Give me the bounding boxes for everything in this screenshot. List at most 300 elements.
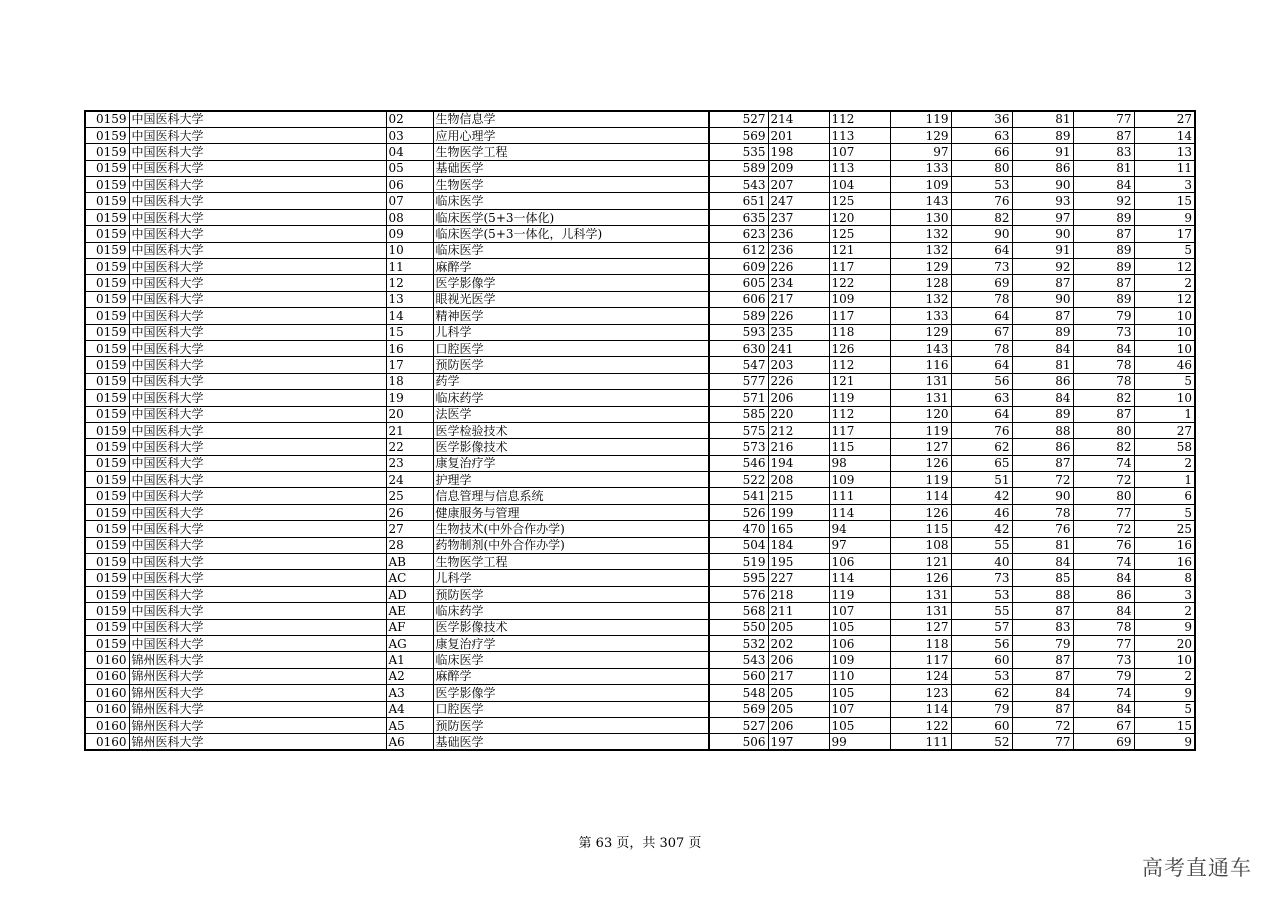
score-e-cell: 63: [951, 127, 1012, 143]
score-e-cell: 63: [951, 390, 1012, 406]
school-code-cell: 0160: [85, 734, 129, 750]
score-f-cell: 97: [1012, 209, 1073, 225]
score-b-cell: 208: [768, 472, 829, 488]
score-b-cell: 217: [768, 291, 829, 307]
score-b-cell: 209: [768, 160, 829, 176]
score-e-cell: 62: [951, 439, 1012, 455]
score-b-cell: 199: [768, 504, 829, 520]
score-d-cell: 108: [890, 537, 951, 553]
score-h-cell: 2: [1134, 668, 1195, 684]
major-name-cell: 生物医学工程: [433, 554, 709, 570]
score-a-cell: 589: [709, 160, 768, 176]
score-g-cell: 84: [1073, 570, 1134, 586]
table-row: [85, 373, 1195, 389]
school-name-cell: 中国医科大学: [129, 242, 386, 258]
major-name-cell: 儿科学: [433, 324, 709, 340]
score-h-cell: 5: [1134, 242, 1195, 258]
school-name-cell: 中国医科大学: [129, 422, 386, 438]
score-f-cell: 84: [1012, 340, 1073, 356]
score-g-cell: 67: [1073, 717, 1134, 733]
major-name-cell: 康复治疗学: [433, 455, 709, 471]
score-f-cell: 91: [1012, 242, 1073, 258]
score-f-cell: 87: [1012, 652, 1073, 668]
score-f-cell: 83: [1012, 619, 1073, 635]
score-h-cell: 12: [1134, 291, 1195, 307]
major-name-cell: 生物技术(中外合作办学): [433, 521, 709, 537]
score-g-cell: 80: [1073, 488, 1134, 504]
score-d-cell: 131: [890, 390, 951, 406]
major-code-cell: 24: [386, 472, 433, 488]
major-code-cell: A3: [386, 685, 433, 701]
major-name-cell: 护理学: [433, 472, 709, 488]
score-c-cell: 114: [829, 570, 890, 586]
school-code-cell: 0159: [85, 242, 129, 258]
score-c-cell: 126: [829, 340, 890, 356]
table-row: [85, 537, 1195, 553]
score-h-cell: 3: [1134, 586, 1195, 602]
table-row: [85, 422, 1195, 438]
score-e-cell: 76: [951, 193, 1012, 209]
major-name-cell: 应用心理学: [433, 127, 709, 143]
major-name-cell: 临床医学(5+3一体化，儿科学): [433, 226, 709, 242]
school-name-cell: 中国医科大学: [129, 390, 386, 406]
table-row: [85, 570, 1195, 586]
score-c-cell: 107: [829, 144, 890, 160]
score-d-cell: 120: [890, 406, 951, 422]
school-name-cell: 中国医科大学: [129, 504, 386, 520]
score-a-cell: 585: [709, 406, 768, 422]
major-code-cell: 22: [386, 439, 433, 455]
school-name-cell: 锦州医科大学: [129, 717, 386, 733]
score-f-cell: 84: [1012, 685, 1073, 701]
score-d-cell: 117: [890, 652, 951, 668]
major-name-cell: 法医学: [433, 406, 709, 422]
major-name-cell: 预防医学: [433, 717, 709, 733]
score-b-cell: 235: [768, 324, 829, 340]
score-d-cell: 119: [890, 472, 951, 488]
score-h-cell: 10: [1134, 324, 1195, 340]
major-code-cell: 23: [386, 455, 433, 471]
score-b-cell: 220: [768, 406, 829, 422]
score-h-cell: 1: [1134, 472, 1195, 488]
school-name-cell: 中国医科大学: [129, 373, 386, 389]
score-e-cell: 55: [951, 537, 1012, 553]
score-b-cell: 227: [768, 570, 829, 586]
major-code-cell: 25: [386, 488, 433, 504]
score-g-cell: 84: [1073, 340, 1134, 356]
score-a-cell: 651: [709, 193, 768, 209]
score-g-cell: 79: [1073, 668, 1134, 684]
score-d-cell: 115: [890, 521, 951, 537]
school-code-cell: 0159: [85, 291, 129, 307]
score-b-cell: 206: [768, 390, 829, 406]
score-a-cell: 593: [709, 324, 768, 340]
major-name-cell: 生物医学: [433, 177, 709, 193]
school-name-cell: 锦州医科大学: [129, 734, 386, 750]
score-a-cell: 543: [709, 652, 768, 668]
major-name-cell: 精神医学: [433, 308, 709, 324]
score-f-cell: 77: [1012, 734, 1073, 750]
major-name-cell: 麻醉学: [433, 668, 709, 684]
score-d-cell: 131: [890, 373, 951, 389]
score-e-cell: 82: [951, 209, 1012, 225]
major-code-cell: AG: [386, 636, 433, 652]
score-e-cell: 56: [951, 636, 1012, 652]
score-e-cell: 76: [951, 422, 1012, 438]
score-b-cell: 226: [768, 259, 829, 275]
table-row: [85, 390, 1195, 406]
score-g-cell: 78: [1073, 619, 1134, 635]
school-name-cell: 中国医科大学: [129, 357, 386, 373]
school-code-cell: 0159: [85, 603, 129, 619]
score-e-cell: 40: [951, 554, 1012, 570]
major-code-cell: AC: [386, 570, 433, 586]
score-f-cell: 72: [1012, 717, 1073, 733]
score-c-cell: 105: [829, 685, 890, 701]
score-b-cell: 202: [768, 636, 829, 652]
school-code-cell: 0159: [85, 177, 129, 193]
score-g-cell: 73: [1073, 324, 1134, 340]
score-a-cell: 612: [709, 242, 768, 258]
major-code-cell: 28: [386, 537, 433, 553]
school-name-cell: 中国医科大学: [129, 488, 386, 504]
score-g-cell: 84: [1073, 701, 1134, 717]
score-c-cell: 117: [829, 259, 890, 275]
score-f-cell: 89: [1012, 324, 1073, 340]
major-name-cell: 基础医学: [433, 734, 709, 750]
school-name-cell: 中国医科大学: [129, 291, 386, 307]
school-name-cell: 中国医科大学: [129, 340, 386, 356]
score-c-cell: 99: [829, 734, 890, 750]
major-code-cell: 27: [386, 521, 433, 537]
table-row: [85, 668, 1195, 684]
score-a-cell: 571: [709, 390, 768, 406]
score-f-cell: 90: [1012, 177, 1073, 193]
score-c-cell: 104: [829, 177, 890, 193]
score-h-cell: 5: [1134, 373, 1195, 389]
school-code-cell: 0160: [85, 652, 129, 668]
score-g-cell: 84: [1073, 177, 1134, 193]
major-code-cell: 20: [386, 406, 433, 422]
score-d-cell: 127: [890, 619, 951, 635]
score-c-cell: 125: [829, 193, 890, 209]
score-e-cell: 36: [951, 111, 1012, 127]
table-body: [85, 111, 1195, 750]
table-row: [85, 554, 1195, 570]
score-h-cell: 20: [1134, 636, 1195, 652]
score-f-cell: 86: [1012, 160, 1073, 176]
major-code-cell: 05: [386, 160, 433, 176]
score-d-cell: 131: [890, 586, 951, 602]
major-name-cell: 临床医学(5+3一体化): [433, 209, 709, 225]
score-h-cell: 16: [1134, 537, 1195, 553]
score-g-cell: 89: [1073, 291, 1134, 307]
table-row: [85, 357, 1195, 373]
score-a-cell: 589: [709, 308, 768, 324]
score-h-cell: 17: [1134, 226, 1195, 242]
score-h-cell: 27: [1134, 422, 1195, 438]
school-code-cell: 0159: [85, 373, 129, 389]
school-code-cell: 0159: [85, 226, 129, 242]
major-code-cell: 02: [386, 111, 433, 127]
score-c-cell: 119: [829, 390, 890, 406]
score-f-cell: 87: [1012, 308, 1073, 324]
score-e-cell: 60: [951, 652, 1012, 668]
score-d-cell: 114: [890, 488, 951, 504]
score-a-cell: 522: [709, 472, 768, 488]
score-b-cell: 198: [768, 144, 829, 160]
score-c-cell: 121: [829, 373, 890, 389]
score-d-cell: 128: [890, 275, 951, 291]
score-a-cell: 506: [709, 734, 768, 750]
school-code-cell: 0159: [85, 488, 129, 504]
school-code-cell: 0159: [85, 521, 129, 537]
score-b-cell: 205: [768, 685, 829, 701]
score-e-cell: 64: [951, 406, 1012, 422]
table-row: [85, 619, 1195, 635]
school-name-cell: 中国医科大学: [129, 193, 386, 209]
major-name-cell: 医学检验技术: [433, 422, 709, 438]
major-name-cell: 临床药学: [433, 390, 709, 406]
major-code-cell: 07: [386, 193, 433, 209]
school-code-cell: 0159: [85, 275, 129, 291]
score-g-cell: 79: [1073, 308, 1134, 324]
table-row: [85, 127, 1195, 143]
score-a-cell: 573: [709, 439, 768, 455]
major-name-cell: 儿科学: [433, 570, 709, 586]
score-c-cell: 105: [829, 619, 890, 635]
school-code-cell: 0159: [85, 324, 129, 340]
score-b-cell: 212: [768, 422, 829, 438]
score-d-cell: 97: [890, 144, 951, 160]
table-row: [85, 685, 1195, 701]
score-h-cell: 10: [1134, 652, 1195, 668]
score-g-cell: 84: [1073, 603, 1134, 619]
score-f-cell: 81: [1012, 111, 1073, 127]
school-code-cell: 0159: [85, 144, 129, 160]
score-f-cell: 88: [1012, 586, 1073, 602]
score-d-cell: 130: [890, 209, 951, 225]
score-g-cell: 82: [1073, 390, 1134, 406]
score-e-cell: 53: [951, 177, 1012, 193]
table-row: [85, 603, 1195, 619]
score-h-cell: 13: [1134, 144, 1195, 160]
score-a-cell: 470: [709, 521, 768, 537]
score-c-cell: 112: [829, 406, 890, 422]
score-c-cell: 109: [829, 291, 890, 307]
score-g-cell: 73: [1073, 652, 1134, 668]
school-code-cell: 0159: [85, 537, 129, 553]
score-f-cell: 84: [1012, 554, 1073, 570]
score-c-cell: 97: [829, 537, 890, 553]
score-h-cell: 14: [1134, 127, 1195, 143]
table-row: [85, 734, 1195, 750]
score-f-cell: 86: [1012, 439, 1073, 455]
score-f-cell: 81: [1012, 537, 1073, 553]
score-d-cell: 111: [890, 734, 951, 750]
score-g-cell: 77: [1073, 504, 1134, 520]
score-c-cell: 107: [829, 603, 890, 619]
score-d-cell: 132: [890, 242, 951, 258]
school-name-cell: 中国医科大学: [129, 472, 386, 488]
school-code-cell: 0160: [85, 701, 129, 717]
score-e-cell: 62: [951, 685, 1012, 701]
score-c-cell: 112: [829, 357, 890, 373]
score-c-cell: 112: [829, 111, 890, 127]
score-h-cell: 2: [1134, 603, 1195, 619]
score-f-cell: 78: [1012, 504, 1073, 520]
score-b-cell: 184: [768, 537, 829, 553]
score-c-cell: 113: [829, 127, 890, 143]
score-a-cell: 576: [709, 586, 768, 602]
score-d-cell: 116: [890, 357, 951, 373]
score-b-cell: 197: [768, 734, 829, 750]
score-h-cell: 15: [1134, 193, 1195, 209]
school-name-cell: 中国医科大学: [129, 586, 386, 602]
score-e-cell: 64: [951, 357, 1012, 373]
score-f-cell: 93: [1012, 193, 1073, 209]
score-a-cell: 532: [709, 636, 768, 652]
score-c-cell: 113: [829, 160, 890, 176]
major-code-cell: 04: [386, 144, 433, 160]
score-e-cell: 73: [951, 259, 1012, 275]
score-f-cell: 90: [1012, 291, 1073, 307]
school-name-cell: 中国医科大学: [129, 455, 386, 471]
school-name-cell: 锦州医科大学: [129, 652, 386, 668]
score-b-cell: 218: [768, 586, 829, 602]
score-c-cell: 94: [829, 521, 890, 537]
score-h-cell: 1: [1134, 406, 1195, 422]
school-code-cell: 0159: [85, 455, 129, 471]
score-f-cell: 87: [1012, 701, 1073, 717]
score-e-cell: 64: [951, 242, 1012, 258]
score-f-cell: 88: [1012, 422, 1073, 438]
score-d-cell: 143: [890, 340, 951, 356]
score-g-cell: 78: [1073, 357, 1134, 373]
score-c-cell: 118: [829, 324, 890, 340]
score-b-cell: 201: [768, 127, 829, 143]
score-g-cell: 77: [1073, 111, 1134, 127]
score-a-cell: 560: [709, 668, 768, 684]
score-b-cell: 195: [768, 554, 829, 570]
score-g-cell: 74: [1073, 455, 1134, 471]
school-code-cell: 0160: [85, 717, 129, 733]
score-c-cell: 115: [829, 439, 890, 455]
score-c-cell: 98: [829, 455, 890, 471]
school-code-cell: 0159: [85, 340, 129, 356]
score-e-cell: 56: [951, 373, 1012, 389]
major-code-cell: 12: [386, 275, 433, 291]
score-e-cell: 67: [951, 324, 1012, 340]
major-name-cell: 生物医学工程: [433, 144, 709, 160]
score-h-cell: 6: [1134, 488, 1195, 504]
score-e-cell: 55: [951, 603, 1012, 619]
table-row: [85, 406, 1195, 422]
score-c-cell: 106: [829, 636, 890, 652]
score-d-cell: 119: [890, 111, 951, 127]
score-g-cell: 77: [1073, 636, 1134, 652]
score-c-cell: 114: [829, 504, 890, 520]
score-e-cell: 60: [951, 717, 1012, 733]
table-row: [85, 209, 1195, 225]
score-g-cell: 83: [1073, 144, 1134, 160]
major-code-cell: 09: [386, 226, 433, 242]
score-g-cell: 86: [1073, 586, 1134, 602]
score-g-cell: 87: [1073, 127, 1134, 143]
score-c-cell: 122: [829, 275, 890, 291]
school-name-cell: 中国医科大学: [129, 144, 386, 160]
major-code-cell: 21: [386, 422, 433, 438]
score-h-cell: 5: [1134, 701, 1195, 717]
major-code-cell: 18: [386, 373, 433, 389]
score-a-cell: 527: [709, 717, 768, 733]
score-c-cell: 117: [829, 308, 890, 324]
score-f-cell: 90: [1012, 226, 1073, 242]
score-e-cell: 78: [951, 291, 1012, 307]
score-g-cell: 92: [1073, 193, 1134, 209]
major-code-cell: AD: [386, 586, 433, 602]
school-name-cell: 中国医科大学: [129, 521, 386, 537]
school-code-cell: 0159: [85, 193, 129, 209]
table-row: [85, 717, 1195, 733]
score-d-cell: 118: [890, 636, 951, 652]
score-b-cell: 207: [768, 177, 829, 193]
score-e-cell: 79: [951, 701, 1012, 717]
school-name-cell: 中国医科大学: [129, 439, 386, 455]
score-e-cell: 42: [951, 488, 1012, 504]
score-d-cell: 133: [890, 308, 951, 324]
school-name-cell: 锦州医科大学: [129, 701, 386, 717]
score-a-cell: 635: [709, 209, 768, 225]
major-code-cell: 17: [386, 357, 433, 373]
score-d-cell: 132: [890, 226, 951, 242]
school-code-cell: 0159: [85, 127, 129, 143]
score-f-cell: 76: [1012, 521, 1073, 537]
school-code-cell: 0160: [85, 668, 129, 684]
score-f-cell: 79: [1012, 636, 1073, 652]
score-h-cell: 9: [1134, 209, 1195, 225]
score-a-cell: 569: [709, 127, 768, 143]
score-a-cell: 577: [709, 373, 768, 389]
score-b-cell: 237: [768, 209, 829, 225]
major-name-cell: 医学影像学: [433, 685, 709, 701]
score-d-cell: 143: [890, 193, 951, 209]
score-a-cell: 568: [709, 603, 768, 619]
score-f-cell: 87: [1012, 603, 1073, 619]
score-e-cell: 73: [951, 570, 1012, 586]
school-name-cell: 中国医科大学: [129, 226, 386, 242]
score-h-cell: 16: [1134, 554, 1195, 570]
major-code-cell: 19: [386, 390, 433, 406]
major-code-cell: AB: [386, 554, 433, 570]
score-e-cell: 80: [951, 160, 1012, 176]
score-h-cell: 12: [1134, 259, 1195, 275]
school-code-cell: 0159: [85, 422, 129, 438]
score-f-cell: 86: [1012, 373, 1073, 389]
school-name-cell: 中国医科大学: [129, 603, 386, 619]
major-name-cell: 医学影像技术: [433, 619, 709, 635]
table-row: [85, 636, 1195, 652]
score-h-cell: 11: [1134, 160, 1195, 176]
school-code-cell: 0159: [85, 570, 129, 586]
score-h-cell: 2: [1134, 275, 1195, 291]
major-name-cell: 预防医学: [433, 357, 709, 373]
score-a-cell: 543: [709, 177, 768, 193]
score-g-cell: 81: [1073, 160, 1134, 176]
score-b-cell: 165: [768, 521, 829, 537]
score-c-cell: 121: [829, 242, 890, 258]
school-code-cell: 0159: [85, 357, 129, 373]
